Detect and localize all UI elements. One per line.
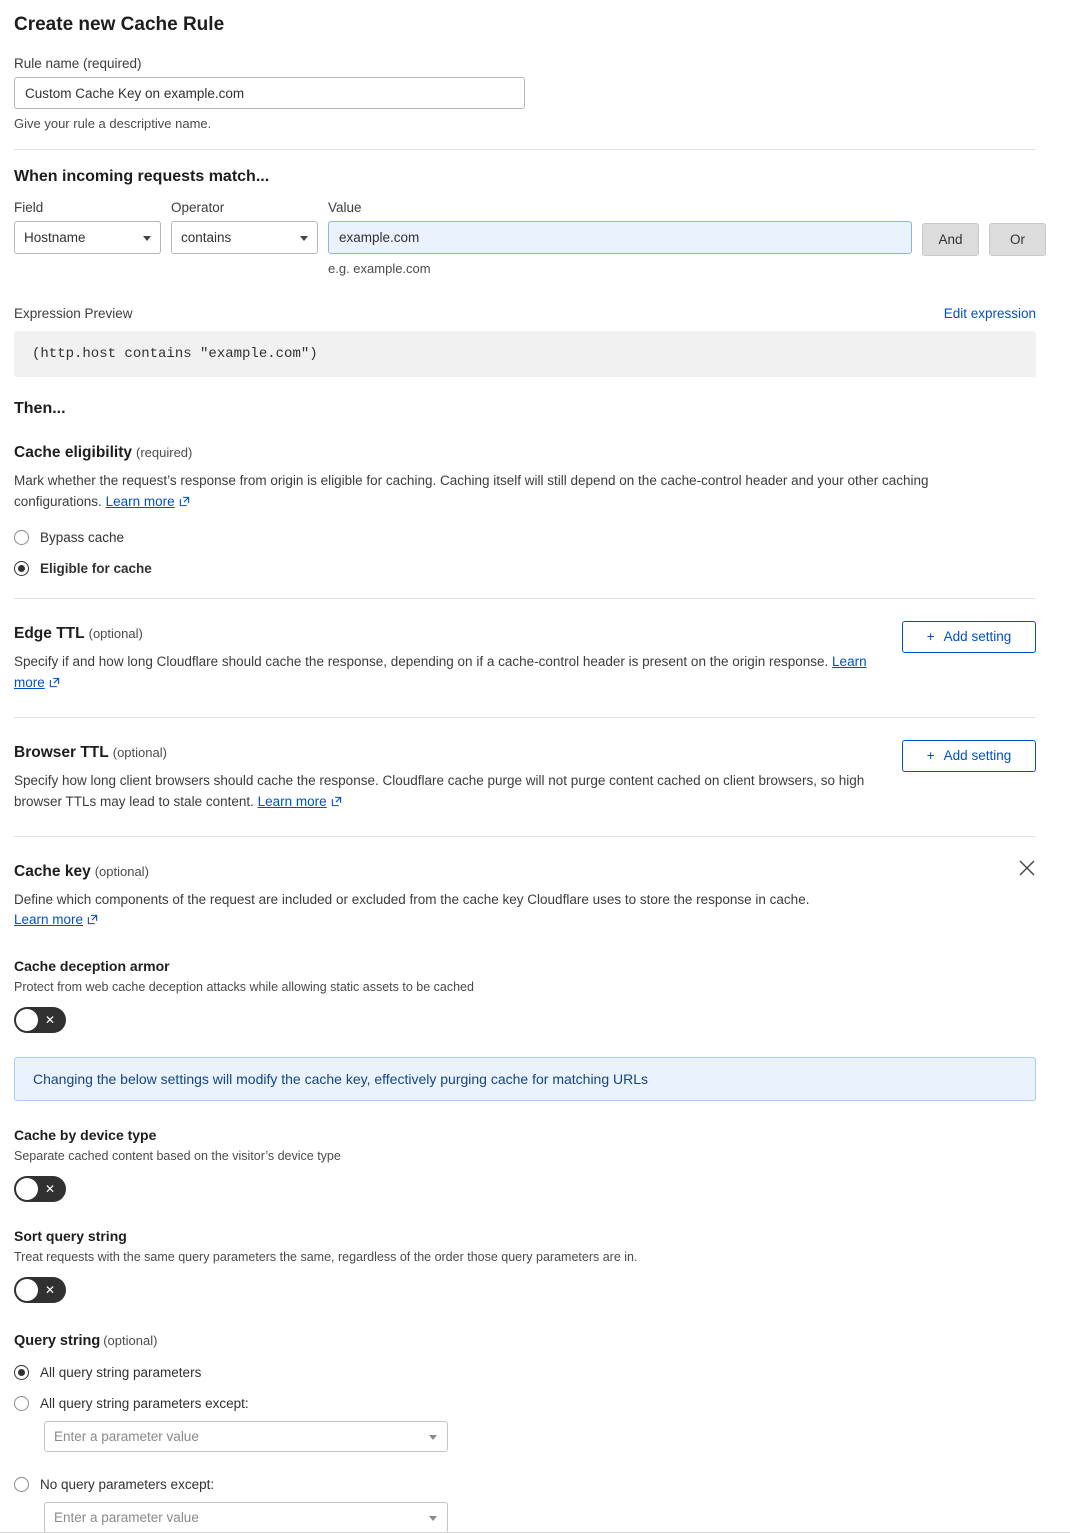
cache-by-device-type-toggle[interactable]: [14, 1176, 66, 1202]
browser-ttl-add-setting-button[interactable]: [902, 740, 1036, 772]
plus-icon: +: [926, 748, 935, 764]
radio-all-query-string-parameters-except[interactable]: [14, 1396, 1036, 1411]
cache-deception-armor-toggle[interactable]: [14, 1007, 66, 1033]
field-column: [14, 200, 161, 254]
cache-key-learn-more-link[interactable]: Learn more: [14, 912, 84, 928]
expression-preview-box: (http.host contains "example.com"): [14, 331, 1036, 377]
toggle-off-icon: ✕: [44, 1182, 55, 1197]
edge-ttl-add-setting-label: Add setting: [943, 629, 1012, 645]
cache-key-section: [14, 837, 1036, 933]
sort-query-string-title: Sort query string: [14, 1228, 127, 1245]
cache-eligibility-description-text: Mark whether the request’s response from origin is eligible for caching. Caching itself will still depend on the cache-control header and your other caching configurations.: [14, 473, 929, 509]
browser-ttl-learn-more-link[interactable]: Learn more: [257, 793, 327, 809]
edge-ttl-optional: (optional): [88, 625, 143, 641]
sort-query-string-description: Treat requests with the same query parameters the same, regardless of the order those query parameters are in.: [14, 1250, 638, 1265]
browser-ttl-optional: (optional): [112, 744, 167, 760]
radio-all-query-string-parameters-except-label: All query string parameters except:: [40, 1396, 249, 1412]
radio-eligible-for-cache[interactable]: [14, 561, 1036, 576]
field-select[interactable]: [14, 221, 161, 254]
toggle-knob: [16, 1009, 38, 1031]
edge-ttl-learn-more-link[interactable]: Learn more: [14, 653, 867, 690]
edge-ttl-title: [14, 625, 874, 643]
cache-deception-armor-title: Cache deception armor: [14, 958, 170, 975]
radio-bypass-cache-label: Bypass cache: [40, 529, 125, 545]
rule-name-input[interactable]: [14, 77, 525, 109]
external-link-icon: [331, 793, 342, 814]
radio-eligible-for-cache-icon: [14, 561, 29, 576]
browser-ttl-title-text: Browser TTL: [14, 743, 109, 761]
cache-by-device-type-title: Cache by device type: [14, 1127, 157, 1144]
radio-all-query-string-parameters-except-icon: [14, 1396, 29, 1411]
cache-key-description-text: Define which components of the request are included or excluded from the cache key Cloudflare uses to store the response in cache.: [14, 891, 810, 907]
or-button[interactable]: Or: [989, 223, 1046, 256]
browser-ttl-add-setting-label: Add setting: [943, 748, 1012, 764]
radio-eligible-for-cache-label: Eligible for cache: [40, 560, 152, 576]
and-button[interactable]: And: [922, 223, 979, 256]
cache-key-title-text: Cache key: [14, 862, 91, 880]
operator-label: Operator: [171, 200, 225, 215]
operator-select-value: contains: [181, 230, 232, 245]
divider-top: [14, 149, 1036, 150]
external-link-icon: [49, 674, 60, 695]
toggle-knob: [16, 1178, 38, 1200]
edge-ttl-title-text: Edge TTL: [14, 624, 85, 642]
cache-deception-armor-description: Protect from web cache deception attacks while allowing static assets to be cached: [14, 980, 474, 995]
radio-bypass-cache[interactable]: [14, 530, 1036, 545]
edge-ttl-add-setting-button[interactable]: [902, 621, 1036, 653]
value-label: Value: [328, 200, 362, 215]
operator-select[interactable]: [171, 221, 318, 254]
browser-ttl-description-text: Specify how long client browsers should cache the response. Cloudflare cache purge will not purge content cached on client browsers, so high browser TTLs may lead to stale content.: [14, 772, 865, 809]
expression-header: [14, 306, 1036, 321]
sort-query-string-toggle[interactable]: [14, 1277, 66, 1303]
chevron-down-icon: [429, 1516, 437, 1521]
browser-ttl-description: [14, 771, 874, 814]
chevron-down-icon: [143, 236, 151, 241]
value-hint: e.g. example.com: [328, 261, 431, 276]
external-link-icon: [179, 493, 190, 514]
cache-eligibility-title-text: Cache eligibility: [14, 444, 133, 461]
edge-ttl-description: [14, 652, 874, 695]
none-except-parameter-input[interactable]: [44, 1502, 448, 1533]
edit-expression-link[interactable]: Edit expression: [943, 306, 1036, 321]
expression-preview-label: Expression Preview: [14, 306, 133, 321]
cache-key-title: [14, 863, 809, 881]
rule-name-label: Rule name (required): [14, 56, 142, 71]
cache-eligibility-learn-more-link[interactable]: Learn more: [105, 493, 175, 509]
radio-bypass-cache-icon: [14, 530, 29, 545]
field-select-value: Hostname: [24, 230, 86, 245]
operator-column: [171, 200, 318, 254]
cache-by-device-type-description: Separate cached content based on the visitor’s device type: [14, 1149, 341, 1164]
cache-key-optional: (optional): [94, 863, 149, 879]
value-input[interactable]: [328, 221, 912, 254]
cache-key-description: [14, 890, 809, 933]
query-string-optional: (optional): [103, 1333, 158, 1349]
edge-ttl-description-text: Specify if and how long Cloudflare should cache the response, depending on if a cache-control header is present on the origin response.: [14, 653, 829, 669]
browser-ttl-section: [14, 718, 1036, 814]
all-except-parameter-placeholder: Enter a parameter value: [54, 1429, 199, 1445]
radio-no-query-parameters-except[interactable]: [14, 1477, 1036, 1492]
page-title: Create new Cache Rule: [14, 14, 225, 35]
radio-all-query-string-parameters[interactable]: [14, 1365, 1036, 1380]
toggle-knob: [16, 1279, 38, 1301]
query-string-title-text: Query string: [14, 1333, 101, 1350]
toggle-off-icon: ✕: [44, 1013, 55, 1028]
browser-ttl-title: [14, 744, 874, 762]
query-string-title: [14, 1333, 1036, 1349]
edge-ttl-section: [14, 599, 1036, 695]
field-label: Field: [14, 200, 44, 215]
toggle-off-icon: ✕: [44, 1283, 55, 1298]
external-link-icon: [87, 911, 98, 932]
rule-name-help: Give your rule a descriptive name.: [14, 116, 212, 131]
cache-eligibility-required: (required): [136, 445, 193, 460]
and-or-column: [922, 223, 1046, 256]
cache-key-notice: Changing the below settings will modify the cache key, effectively purging cache for matching URLs: [14, 1057, 1036, 1101]
chevron-down-icon: [429, 1435, 437, 1440]
chevron-down-icon: [300, 236, 308, 241]
radio-all-query-string-parameters-label: All query string parameters: [40, 1365, 202, 1381]
then-heading: Then...: [14, 400, 66, 417]
rule-name-group: [14, 56, 1036, 131]
all-except-parameter-input[interactable]: [44, 1421, 448, 1452]
match-heading: When incoming requests match...: [14, 168, 270, 185]
cache-key-close-button[interactable]: [1018, 859, 1036, 881]
close-icon: [1018, 859, 1036, 877]
none-except-parameter-placeholder: Enter a parameter value: [54, 1510, 199, 1526]
plus-icon: +: [926, 629, 935, 645]
radio-all-query-string-parameters-icon: [14, 1365, 29, 1380]
value-column: [328, 200, 912, 276]
radio-no-query-parameters-except-icon: [14, 1477, 29, 1492]
match-row: [14, 200, 1036, 276]
radio-no-query-parameters-except-label: No query parameters except:: [40, 1477, 215, 1493]
cache-eligibility-description: [14, 471, 1014, 514]
cache-eligibility-title: [14, 444, 1036, 462]
